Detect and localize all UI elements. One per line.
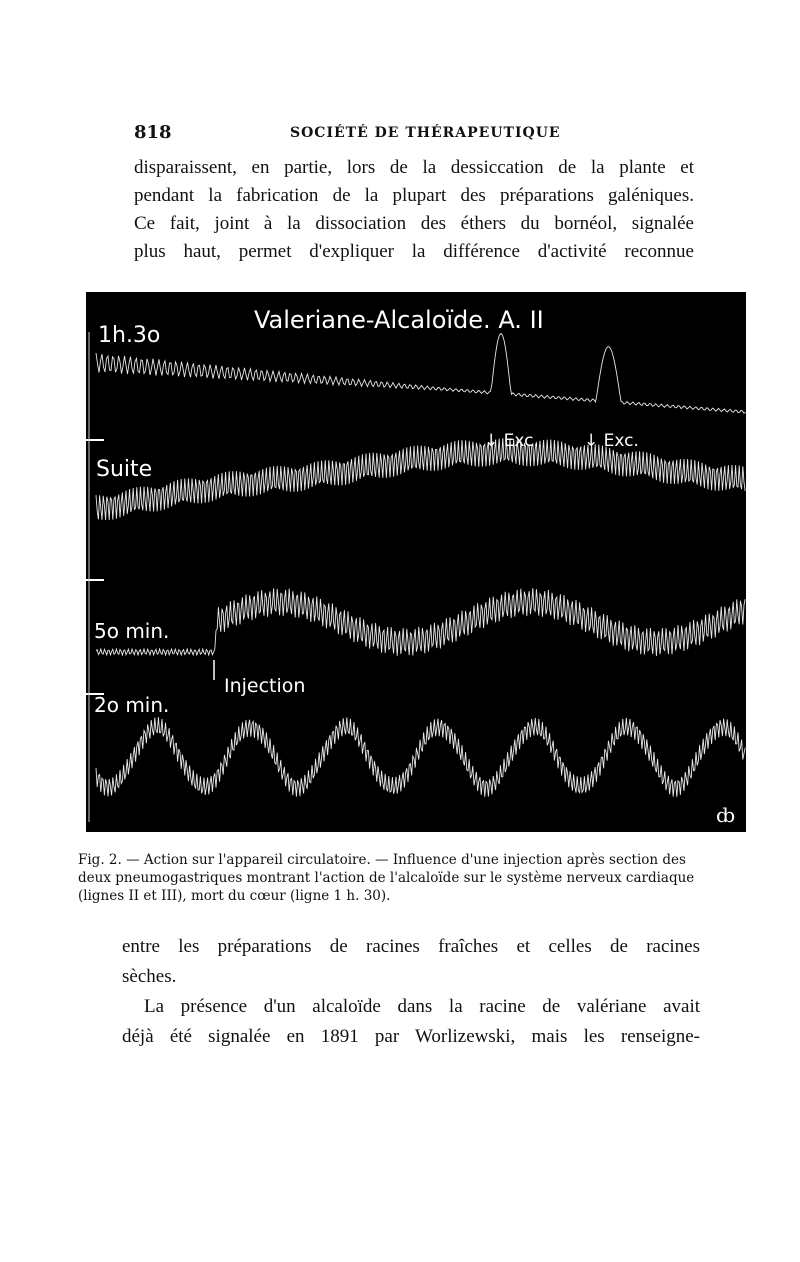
scale-number: 6 [66,713,75,728]
scale-number: 7 [66,457,75,472]
corner-mark: ȸ [716,803,736,827]
scale-number: 2 [66,373,75,388]
trace-line-2 [96,438,745,520]
page-number: 818 [134,122,172,143]
scale-number: 3 [66,341,75,356]
scale-number: 4 [66,777,75,792]
figure-caption [78,851,746,905]
scale-number: 5 [66,657,75,672]
text-line: La présence d'un alcaloïde dans la racine de valériane avait [144,996,700,1017]
trace-label-1h30: 1h.3o [98,323,161,348]
figure-title: Valeriane-Alcaloïde. A. II [254,306,544,334]
trace-line-1 [96,333,746,413]
paragraph-top [134,154,694,266]
scale-column [60,292,90,832]
caption-line: deux pneumogastriques montrant l'action de l'alcaloïde sur le système nerveux cardiaque [78,870,695,886]
running-title: SOCIÉTÉ DE THÉRAPEUTIQUE [290,125,561,141]
kymograph-traces [58,292,746,832]
scale-number: 2 [58,377,66,391]
paragraph-bottom [122,932,700,1052]
scale-number: 5 [66,745,75,760]
trace-line-4 [96,717,745,797]
trace-label-20min: 2o min. [94,693,170,717]
scale-number: 1 [66,403,75,418]
scale-number: 1 [58,405,66,419]
scale-number: 6 [66,489,75,504]
exc-annotation-1: ↓ Exc. [484,431,539,451]
scale-number: 5 [66,519,75,534]
scale-number: 3 [58,345,66,359]
text-line: Ce fait, joint à la dissociation des éthers du bornéol, signalée [134,213,694,234]
caption-line: Fig. 2. — Action sur l'appareil circulatoire. — Influence d'une injection après section des [78,852,686,868]
trace-label-50min: 5o min. [94,619,170,643]
caption-line: (lignes II et III), mort du cœur (ligne 1 h. 30). [78,888,391,904]
scale-number: 4 [66,547,75,562]
text-line: entre les préparations de racines fraîches et celles de racines [122,936,700,957]
trace-label-suite: Suite [96,457,153,482]
kymograph-figure [58,292,746,832]
text-line: plus haut, permet d'expliquer la différence d'activité reconnue [134,241,694,262]
text-line: sèches. [122,966,177,987]
exc-annotation-2: ↓ Exc. [584,431,639,451]
text-line: disparaissent, en partie, lors de la dessiccation de la plante et [134,157,694,178]
trace-line-3 [96,588,745,656]
injection-annotation: Injection [224,675,306,697]
text-line: déjà été signalée en 1891 par Worlizewski, mais les renseigne- [122,1026,700,1047]
text-line: pendant la fabrication de la plupart des préparations galéniques. [134,185,694,206]
scale-number: 7 [66,595,75,610]
scale-number: 6 [66,627,75,642]
